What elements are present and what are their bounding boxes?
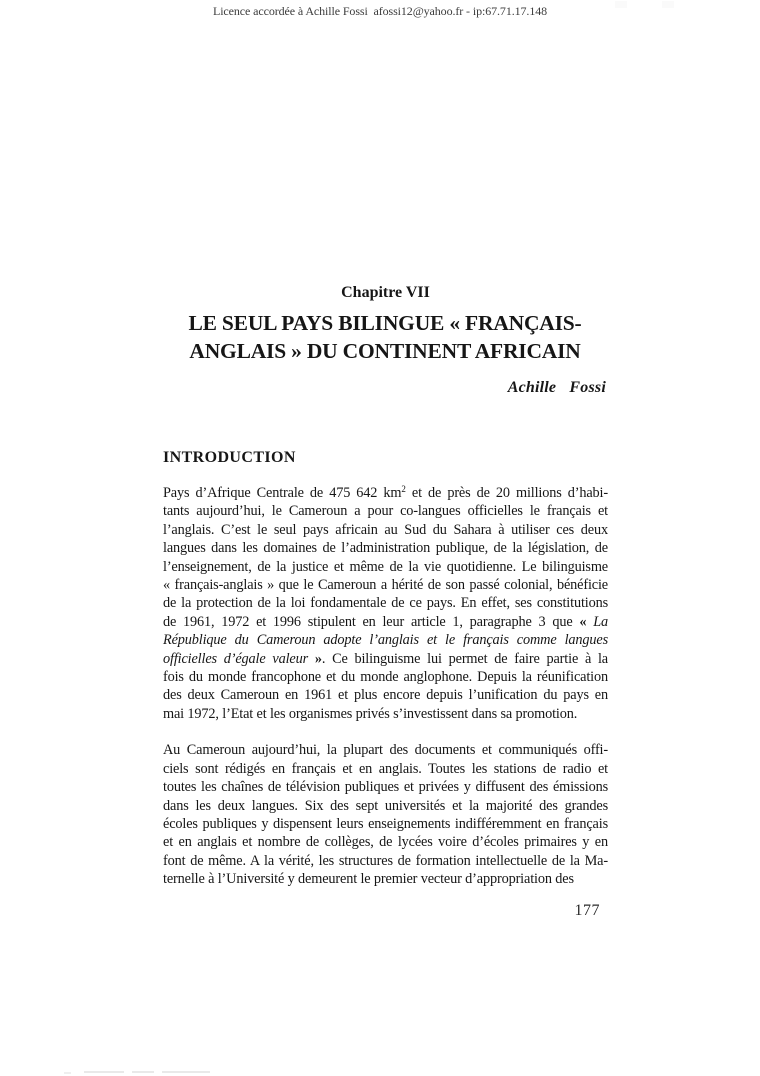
text-line: officielles d’égale valeur ». Ce bilinguisme lui permet de faire partie à la: [163, 650, 608, 667]
text-line: dans les deux langues. Six des sept universités et la majorité des grandes: [163, 797, 608, 814]
text-line: ciels sont rédigés en français et en anglais. Toutes les stations de radio et: [163, 760, 608, 777]
license-header: Licence accordée à Achille Fossi afossi12@yahoo.fr - ip:67.71.17.148: [212, 4, 548, 18]
text-line: l’anglais. C’est le seul pays africain au Sud du Sahara à utiliser ces deux: [163, 521, 608, 538]
text-line: et en anglais et nombre de collèges, de lycées voire d’écoles primaires y en: [163, 834, 608, 851]
scan-artifact: [615, 1, 627, 8]
page-title-line-1: LE SEUL PAYS BILINGUE « FRANÇAIS-: [188, 311, 582, 335]
text-line: de la protection de la loi fondamentale de ce pays. En effet, ses constitutions: [163, 595, 608, 612]
text-line: des deux Cameroun en 1961 et plus encore depuis l’unification du pays en: [163, 687, 608, 704]
chapter-label: Chapitre VII: [341, 284, 430, 301]
page-title-line-2: ANGLAIS » DU CONTINENT AFRICAIN: [189, 338, 581, 363]
text-line: ternelle à l’Université y demeurent le premier vecteur d’appropriation des: [163, 871, 574, 888]
text-line: République du Cameroun adopte l’anglais et le français comme langues: [163, 632, 608, 649]
text-line: l’enseignement, de la justice et même de la vie quotidienne. Le bilinguisme: [163, 558, 608, 575]
text-line: tants aujourd’hui, le Cameroun a pour co-langues officielles le français et: [163, 503, 608, 520]
text-line: font de même. A la vérité, les structures de formation intellectuelle de la Ma-: [163, 852, 608, 869]
text-line: « français-anglais » que le Cameroun a hérité de son passé colonial, bénéficie: [163, 577, 608, 594]
scan-artifact: [162, 1071, 210, 1073]
text-line: de 1961, 1972 et 1996 stipulent en leur article 1, paragraphe 3 que « La: [163, 613, 608, 630]
text-line: mai 1972, l’Etat et les organismes privés s’investissent dans sa promotion.: [163, 705, 578, 722]
page-title: [140, 310, 630, 365]
author-name: Achille Fossi: [507, 379, 606, 396]
text-line: toutes les chaînes de télévision publiques et privées y diffusent des émissions: [163, 779, 608, 796]
text-line: fois du monde francophone et du monde anglophone. Depuis la réunification: [163, 669, 608, 686]
scan-artifact: [84, 1071, 124, 1073]
scan-artifact: [64, 1072, 71, 1074]
text-line: Au Cameroun aujourd’hui, la plupart des documents et communiqués offi-: [163, 742, 608, 759]
body-paragraphs: [163, 480, 608, 889]
paragraph: [163, 741, 608, 888]
paragraph: [163, 480, 608, 723]
text-line: écoles publiques y dispensent leurs enseignements indifféremment en français: [163, 815, 608, 832]
page-number: 177: [574, 902, 600, 919]
text-line: Pays d’Afrique Centrale de 475 642 $km^2$ et de près de 20 millions d’habi-: [163, 484, 608, 501]
scan-artifact: [662, 1, 674, 8]
section-heading: INTRODUCTION: [163, 449, 296, 466]
scan-artifact: [132, 1071, 154, 1073]
text-line: langues dans les domaines de l’administration publique, de la législation, de: [163, 540, 608, 557]
